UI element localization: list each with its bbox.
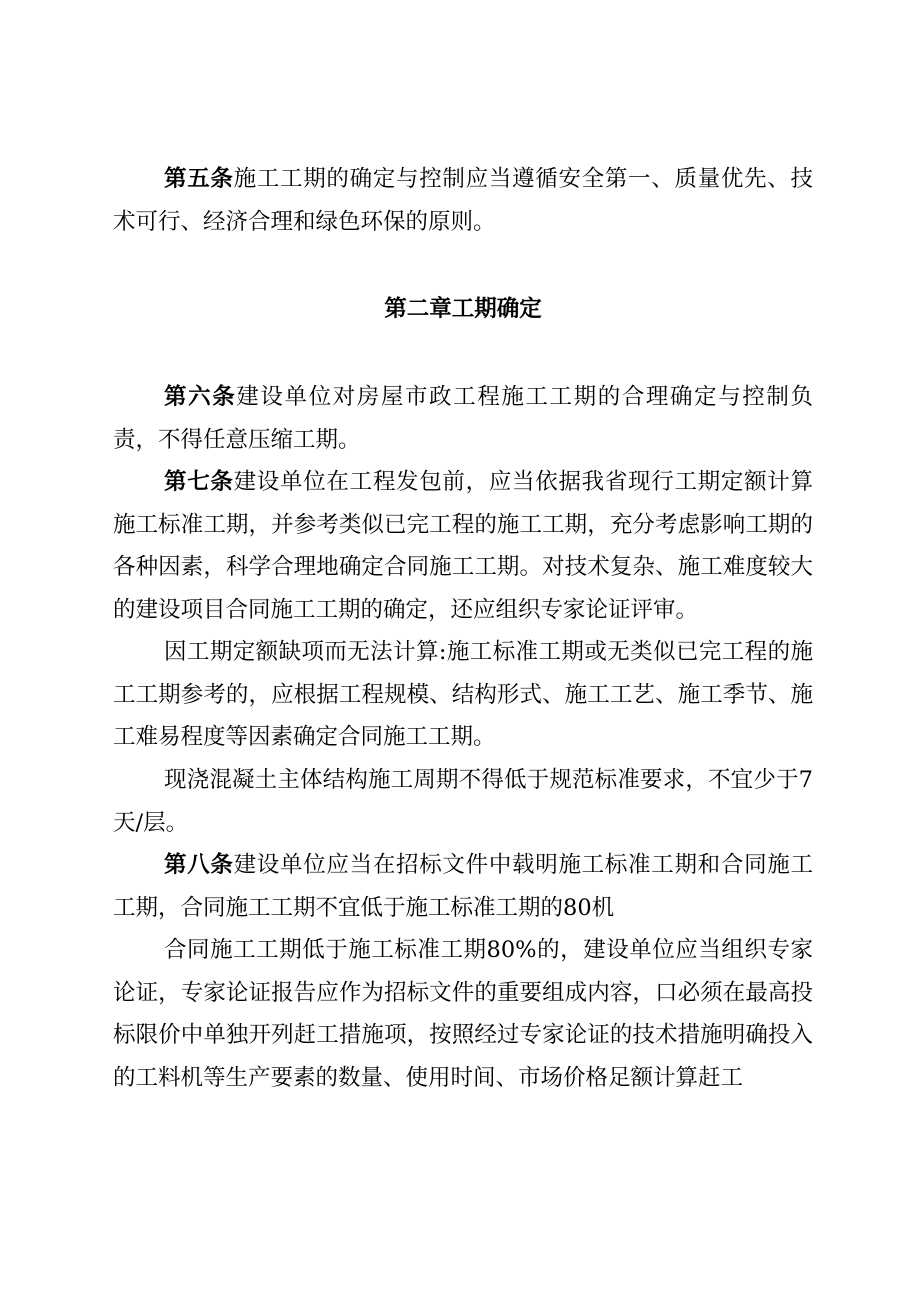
article-6-label: 第六条 bbox=[164, 384, 237, 410]
article-8-label: 第八条 bbox=[164, 852, 234, 878]
article-7-text: 建设单位在工程发包前，应当依据我省现行工期定额计算施工标准工期，并参考类似已完工程的施工工期，充分考虑影响工期的各种因素，科学合理地确定合同施工工期。对技术复杂、施工难度较大的建设项目合同施工工期的确定，还应组织专家论证评审。 bbox=[113, 469, 813, 623]
article-6-paragraph bbox=[113, 376, 813, 461]
article-8-text: 建设单位应当在招标文件中载明施工标准工期和合同施工工期，合同施工工期不宜低于施工标准工期的80机 bbox=[113, 852, 813, 921]
article-7-paragraph bbox=[113, 461, 813, 631]
article-8-paragraph bbox=[113, 844, 813, 929]
article-5-paragraph bbox=[113, 158, 813, 243]
article-7-label: 第七条 bbox=[164, 469, 234, 495]
article-8-supplement-paragraph bbox=[113, 929, 813, 1099]
chapter-title: 第二章工期确定 bbox=[384, 296, 542, 322]
article-5-text: 施工工期的确定与控制应当遵循安全第一、质量优先、技术可行、经济合理和绿色环保的原则。 bbox=[113, 166, 813, 235]
article-5-label: 第五条 bbox=[164, 166, 234, 192]
article-8-supplement-text: 合同施工工期低于施工标准工期80%的，建设单位应当组织专家论证，专家论证报告应作为招标文件的重要组成内容，口必须在最高投标限价中单独开列赶工措施项，按照经过专家论证的技术措施明确投入的工料机等生产要素的数量、使用时间、市场价格足额计算赶工 bbox=[113, 937, 813, 1091]
concrete-cycle-paragraph bbox=[113, 759, 813, 844]
article-6-text: 建设单位对房屋市政工程施工工期的合理确定与控制负责，不得任意压缩工期。 bbox=[113, 384, 813, 453]
article-7-supplement-text: 因工期定额缺项而无法计算:施工标准工期或无类似已完工程的施工工期参考的，应根据工程规模、结构形式、施工工艺、施工季节、施工难易程度等因素确定合同施工工期。 bbox=[113, 639, 813, 750]
concrete-cycle-text: 现浇混凝土主体结构施工周期不得低于规范标准要求，不宜少于7天/层。 bbox=[113, 767, 813, 836]
article-7-supplement-paragraph bbox=[113, 631, 813, 759]
